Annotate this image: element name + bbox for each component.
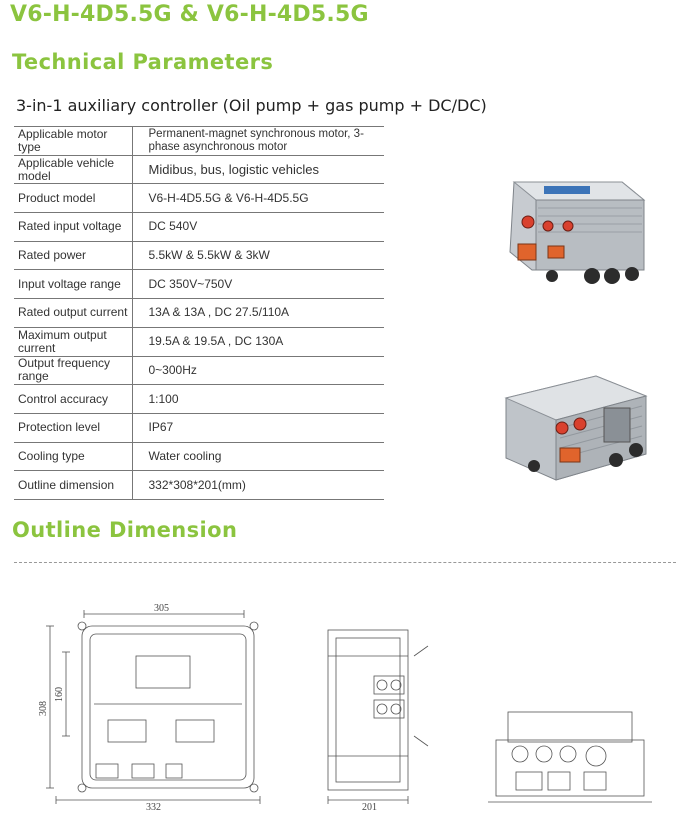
section-title-outline: Outline Dimension (12, 518, 238, 542)
spec-label: Protection level (14, 413, 132, 442)
table-row (14, 356, 384, 385)
table-row (14, 127, 384, 156)
spec-label: Control accuracy (14, 385, 132, 414)
table-row (14, 385, 384, 414)
spec-label: Rated power (14, 241, 132, 270)
spec-value: DC 350V~750V (132, 270, 384, 299)
dim-160: 160 (54, 687, 65, 702)
table-row (14, 213, 384, 242)
product-photo-angle (486, 368, 654, 498)
dim-332: 332 (146, 802, 161, 812)
spec-value: IP67 (132, 413, 384, 442)
table-row (14, 471, 384, 500)
spec-label: Rated output current (14, 299, 132, 328)
spec-label: Input voltage range (14, 270, 132, 299)
spec-value: Permanent-magnet synchronous motor, 3-phase asynchronous motor (132, 127, 384, 156)
spec-value: 0~300Hz (132, 356, 384, 385)
spec-label: Maximum output current (14, 327, 132, 356)
page-title: V6-H-4D5.5G & V6-H-4D5.5G (10, 2, 369, 27)
spec-label: Product model (14, 184, 132, 213)
table-row (14, 442, 384, 471)
connector-view-drawing (488, 706, 652, 810)
spec-label: Applicable motor type (14, 127, 132, 156)
spec-label: Rated input voltage (14, 213, 132, 242)
section-divider (14, 562, 676, 563)
spec-value: 19.5A & 19.5A , DC 130A (132, 327, 384, 356)
spec-value: 5.5kW & 5.5kW & 3kW (132, 241, 384, 270)
spec-value: 13A & 13A , DC 27.5/110A (132, 299, 384, 328)
spec-value: 1:100 (132, 385, 384, 414)
dim-201: 201 (362, 802, 377, 812)
table-row (14, 270, 384, 299)
product-subtitle: 3-in-1 auxiliary controller (Oil pump + gas pump + DC/DC) (16, 96, 487, 115)
spec-value: DC 540V (132, 213, 384, 242)
spec-label: Outline dimension (14, 471, 132, 500)
spec-value: Midibus, bus, logistic vehicles (132, 155, 384, 184)
table-row (14, 413, 384, 442)
product-photo-top (492, 174, 652, 296)
spec-value: V6-H-4D5.5G & V6-H-4D5.5G (132, 184, 384, 213)
spec-label: Applicable vehicle model (14, 155, 132, 184)
section-title-technical: Technical Parameters (12, 50, 274, 74)
table-row (14, 241, 384, 270)
spec-label: Output frequency range (14, 356, 132, 385)
spec-value: Water cooling (132, 442, 384, 471)
dim-308: 308 (38, 701, 49, 716)
spec-value: 332*308*201(mm) (132, 471, 384, 500)
table-row (14, 327, 384, 356)
table-row (14, 184, 384, 213)
table-row (14, 299, 384, 328)
front-view-drawing (36, 604, 276, 812)
side-view-drawing (318, 616, 444, 812)
spec-table (14, 126, 384, 500)
spec-label: Cooling type (14, 442, 132, 471)
table-row (14, 155, 384, 184)
dim-305: 305 (154, 604, 169, 614)
